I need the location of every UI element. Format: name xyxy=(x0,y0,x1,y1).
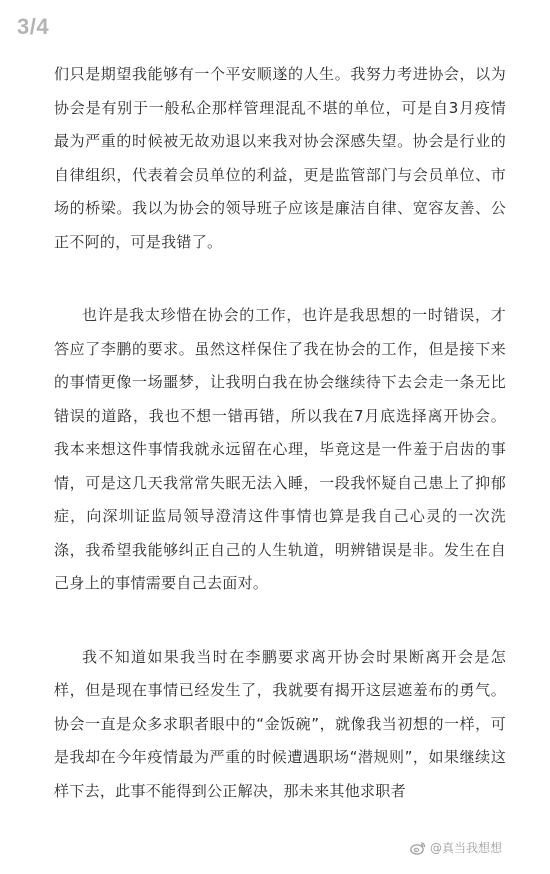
weibo-icon xyxy=(410,841,426,855)
paragraph-2: 也许是我太珍惜在协会的工作，也许是我思想的一时错误，才答应了李鹏的要求。虽然这样保住了我在协会的工作，但是接下来的事情更像一场噩梦，让我明白我在协会继续待下去会走一条无比错误的道路，我也不想一错再错，所以我在7月底选择离开协会。我本来想这件事情我就永远留在心理，毕竟这是一件羞于启齿的事情，可是这几天我常常失眠无法入睡，一段我怀疑自己患上了抑郁症，向深圳证监局领导澄清这件事情也算是我自己心灵的一次洗涤，我希望我能够纠正自己的人生轨道，明辨错误是非。发生在自己身上的事情需要自己去面对。 xyxy=(54,306,506,592)
paragraph-1: 们只是期望我能够有一个平安顺遂的人生。我努力考进协会，以为协会是有别于一般私企那样管理混乱不堪的单位，可是自3月疫情最为严重的时候被无故劝退以来我对协会深感失望。协会是行业的自律组织，代表着会员单位的利益，更是监管部门与会员单位、市场的桥梁。我以为协会的领导班子应该是廉洁自律、宽容友善、公正不阿的，可是我错了。 xyxy=(54,65,506,251)
paragraph-3: 我不知道如果我当时在李鹏要求离开协会时果断离开会是怎样，但是现在事情已经发生了，我就要有揭开这层遮羞布的勇气。协会一直是众多求职者眼中的“金饭碗”，就像我当初想的一样，可是我却在今年疫情最为严重的时候遭遇职场“潜规则”，如果继续这样下去，此事不能得到公正解决，那未来其他求职者 xyxy=(54,647,506,800)
weibo-watermark xyxy=(410,839,502,856)
page-indicator: 3/4 xyxy=(17,14,50,39)
document-body xyxy=(54,58,506,808)
watermark-text: @真当我想想 xyxy=(429,841,502,855)
